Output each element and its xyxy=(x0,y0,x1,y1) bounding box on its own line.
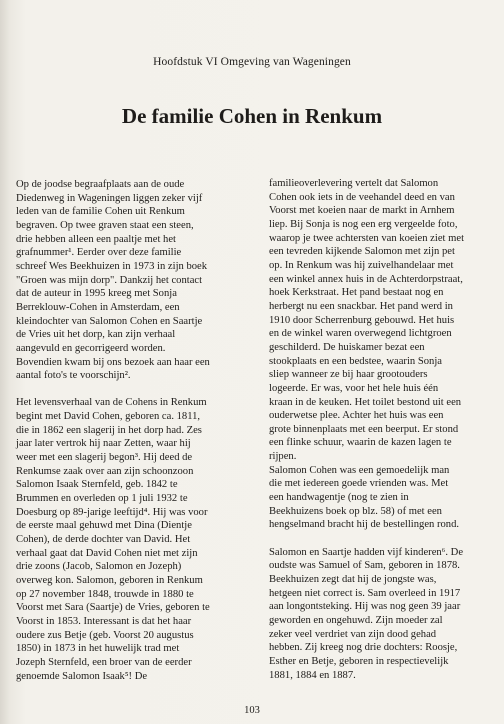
text-line: 1881, 1884 en 1887. xyxy=(269,669,356,681)
text-line: leden van de familie Cohen uit Renkum xyxy=(16,206,185,218)
text-line: een flinke schuur, waarin de kazen lagen te xyxy=(269,437,452,449)
text-line: aangevuld en gecorrigeerd worden. xyxy=(16,342,166,354)
text-line: Esther en Betje, geboren in respectievelijk xyxy=(269,655,449,667)
paragraph xyxy=(269,177,501,532)
text-line: Renkumse zaak over aan zijn schoonzoon xyxy=(16,465,194,477)
text-line: overweg kon. Salomon, geboren in Renkum xyxy=(16,574,203,586)
text-line: sliep wanneer ze bij haar grootouders xyxy=(269,369,428,381)
text-line: logeerde. Er was, voor het hele huis één xyxy=(269,382,439,394)
text-line: de eerste maal gehuwd met Dina (Dientje xyxy=(16,520,192,532)
text-line: Op de joodse begraafplaats aan de oude xyxy=(16,179,185,190)
text-line: die in 1862 een slagerij in het dorp had. Zes xyxy=(16,424,202,436)
text-line: een handwagentje (nog te zien in xyxy=(269,492,409,504)
text-line: begint met David Cohen, geboren ca. 1811, xyxy=(16,411,201,423)
text-line: grafnummer¹. Eerder over deze familie xyxy=(16,247,182,259)
text-line: die met iedereen goede vrienden was. Met xyxy=(269,478,449,490)
text-line: hebben. Zij kreeg nog drie dochters: Roosje, xyxy=(269,642,458,654)
text-line: hetgeen niet correct is. Sam overleed in 1917 xyxy=(269,587,461,599)
text-line: kraan in de keuken. Het toilet bestond uit een xyxy=(269,396,462,408)
left-column xyxy=(16,178,244,683)
text-line: een winkel annex huis in de Achterdorpstraat, xyxy=(269,273,463,285)
text-line: verhaal gaat dat David Cohen niet met zijn xyxy=(16,547,198,559)
text-line: zeker veel verdriet van zijn dood gehad xyxy=(269,628,437,640)
text-line: aantal foto's te voorschijn². xyxy=(16,370,131,382)
text-line: Beekhuizens boek op blz. 58) of met een xyxy=(269,505,442,517)
text-line: Bovendien kwam bij ons bezoek aan haar een xyxy=(16,356,210,368)
text-line: Berreklouw-Cohen in Amsterdam, een xyxy=(16,301,180,313)
text-line: "Groen was mijn dorp". Dankzij het contact xyxy=(16,274,203,286)
text-line: drie hebben alleen een paaltje met het xyxy=(16,233,177,245)
paragraph xyxy=(16,396,244,683)
text-line: kleindochter van Salomon Cohen en Saartje xyxy=(16,315,203,327)
text-line: dat de auteur in 1995 kreeg met Sonja xyxy=(16,288,177,300)
text-line: Salomon en Saartje hadden vijf kinderen⁶. De xyxy=(269,546,464,558)
text-line: Jozeph Sternfeld, een broer van de eerder xyxy=(16,656,192,668)
text-line: 1910 door Scherrenburg gebouwd. Het huis xyxy=(269,314,455,326)
text-line: drie zoons (Jacob, Salomon en Jozeph) xyxy=(16,561,182,573)
text-line: Beekhuizen zegt dat hij de jongste was, xyxy=(269,573,437,585)
text-line: weer met een slagerij begon³. Hij deed de xyxy=(16,452,193,464)
text-line: Salomon Cohen was een gemoedelijk man xyxy=(269,464,450,476)
paragraph xyxy=(269,546,501,683)
text-line: 1850) in 1873 in het huwelijk trad met xyxy=(16,643,180,655)
running-head: Hoofdstuk VI Omgeving van Wageningen xyxy=(153,56,351,68)
text-line: aan longontsteking. Hij was nog geen 39 jaar xyxy=(269,601,461,613)
text-line: begraven. Op twee graven staat een steen, xyxy=(16,219,194,231)
text-line: Diedenweg in Wageningen liggen zeker vijf xyxy=(16,192,203,204)
text-line: schreef Wes Beekhuizen in 1973 in zijn boek xyxy=(16,260,208,272)
text-line: Het levensverhaal van de Cohens in Renkum xyxy=(16,397,207,409)
text-line: genoemde Salomon Isaak⁵! De xyxy=(16,670,148,682)
text-line: de Vries uit het dorp, kan zijn verhaal xyxy=(16,329,176,341)
text-line: Cohen), de derde dochter van David. Het xyxy=(16,534,191,545)
text-line: oudere zus Betje (geb. Voorst 20 augustus xyxy=(16,629,194,641)
text-line: Cohen ook iets in de veehandel deed en van xyxy=(269,191,455,203)
page-number: 103 xyxy=(244,705,260,716)
paragraph xyxy=(16,178,244,383)
text-line: familieoverlevering vertelt dat Salomon xyxy=(269,178,439,189)
text-line: Voorst met koeien naar de markt in Arnhem xyxy=(269,205,455,217)
text-line: op 27 november 1848, trouwde in 1880 te xyxy=(16,588,194,600)
text-line: hengselmand bracht hij de bestellingen rond. xyxy=(269,519,460,531)
text-line: grote binnenplaats met een beerput. Er stond xyxy=(269,423,459,435)
text-line: Voorst in 1853. Interessant is dat het haar xyxy=(16,615,192,627)
text-line: op. In Renkum was hij zuivelhandelaar met xyxy=(269,259,454,271)
text-line: een tevreden kijkende Salomon met zijn pet xyxy=(269,246,455,258)
text-line: herbergt nu een snackbar. Het pand werd in xyxy=(269,300,453,312)
right-column xyxy=(269,177,501,682)
text-line: Doesburg op 89-jarige leeftijd⁴. Hij was voor xyxy=(16,506,208,518)
text-line: jaar later vertrok hij naar Zetten, waar hij xyxy=(16,438,191,450)
text-line: geworden en ongehuwd. Zijn moeder zal xyxy=(269,614,443,626)
text-line: liep. Bij Sonja is nog een erg vergeelde foto, xyxy=(269,218,458,230)
text-line: oudste was Samuel of Sam, geboren in 1878. xyxy=(269,560,460,572)
text-line: hoek Kerkstraat. Het pand bestaat nog en xyxy=(269,287,444,299)
text-line: geschilderd. De huiskamer bezat een xyxy=(269,341,425,353)
text-line: Salomon Isaak Sternfeld, geb. 1842 te xyxy=(16,479,178,491)
text-line: ouderwetse plee. Achter het huis was een xyxy=(269,410,444,422)
text-line: Voorst met Sara (Saartje) de Vries, geboren te xyxy=(16,602,210,614)
text-line: waarop je twee achtersten van koeien ziet met xyxy=(269,232,465,244)
text-line: rijpen. xyxy=(269,451,297,463)
text-line: Brummen en overleden op 1 juli 1932 te xyxy=(16,493,188,505)
text-line: en de winkel waren overwegend lichtgroen xyxy=(269,328,452,340)
text-line: stookplaats en een bedstee, waarin Sonja xyxy=(269,355,442,367)
chapter-title: De familie Cohen in Renkum xyxy=(121,104,383,128)
